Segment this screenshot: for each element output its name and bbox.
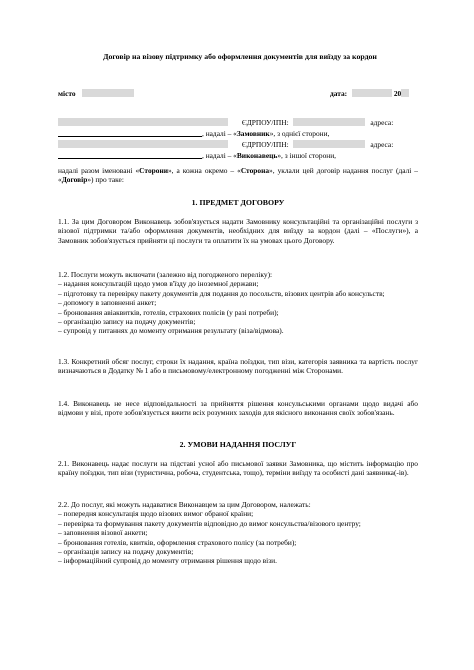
customer-address-field[interactable] (58, 128, 202, 137)
document-title: Договір на візову підтримку або оформлення документів для виїзду за кордон (103, 52, 377, 61)
intro-contract: Договір (61, 175, 88, 185)
section-1-heading: 1. ПРЕДМЕТ ДОГОВОРУ (191, 198, 285, 207)
intro-text-3: », уклали цей договір надання послуг (далі – « (58, 166, 418, 185)
city-row (58, 89, 134, 98)
customer-role: Замовник (236, 129, 270, 138)
clause-1-2-item: – допомогу в заповненні анкет; (58, 298, 157, 308)
clause-2-2-intro: 2.2. До послуг, які можуть надаватися Виконавцем за цим Договором, належать: (58, 500, 311, 509)
clause-1-2 (58, 270, 418, 336)
section-2-heading: 2. УМОВИ НАДАННЯ ПОСЛУГ (179, 440, 297, 449)
clause-2-1: 2.1. Виконавець надає послуги на підставі усної або письмової заявки Замовника, що містить інформацію про країну поїздки, тип візи (туристична, робоча, студентська, тощо), терміни виїзду та особисті дані заявника(-ів). (58, 459, 418, 478)
clause-1-3: 1.3. Конкретний обсяг послуг, строки їх надання, країна поїздки, тип візи, категорія заявника та вартість послуг визначаються в Додатку № 1 або в письмовому/електронному погодженні між Сторонами. (58, 357, 418, 376)
contractor-edrpou-label: ЄДРПОУ/ІПН: (241, 140, 289, 149)
contractor-role: Виконавець (236, 151, 278, 160)
customer-row-2 (58, 128, 329, 138)
clause-2-2-item: – інформаційний супровід до моменту отримання рішення щодо візи. (58, 556, 277, 566)
clause-1-2-item: – бронювання авіаквитків, готелів, страхових полісів (у разі потреби); (58, 307, 279, 317)
city-label: місто (58, 89, 76, 98)
contractor-row-2 (58, 150, 336, 160)
clause-1-1: 1.1. За цим Договором Виконавець зобов'язується надати Замовнику консультаційні та організаційні послуги з візової підтримки та/або оформлення документів, необхідних для виїзду за кордон (далі – «Послуги»), а Замовник зобов'язується прийняти ці послуги та оплатити їх на умовах цього Договору. (58, 217, 418, 245)
customer-suffix-post: », з однієї сторони, (269, 129, 330, 138)
city-field[interactable] (82, 89, 134, 97)
intro-text-4: ») про таке: (87, 175, 124, 185)
contractor-row-1 (58, 140, 393, 149)
contractor-address-field[interactable] (58, 150, 202, 159)
date-field[interactable] (352, 89, 392, 97)
contractor-edrpou-field[interactable] (293, 140, 365, 148)
date-label: дата: (330, 89, 348, 98)
clause-2-2-item: – організація запису на подачу документів; (58, 547, 194, 557)
customer-row-1 (58, 118, 393, 127)
date-row (330, 89, 409, 98)
customer-name-field[interactable] (58, 118, 228, 126)
contractor-suffix-post: », з іншої сторони, (277, 151, 337, 160)
intro-text-2: », а кожна окремо – « (167, 166, 241, 175)
clause-2-2-item: – перевірка та формування пакету документів відповідно до вимог консульства/візового центру; (58, 518, 361, 528)
contractor-name-field[interactable] (58, 140, 228, 148)
clause-1-2-item: – супровід у питаннях до моменту отримання результату (віза/відмова). (58, 326, 284, 336)
clause-2-2-item: – бронювання готелів, квитків, оформлення страхового полісу (за потреби); (58, 537, 297, 547)
clause-1-2-item: – надання консультацій щодо умов в'їзду до іноземної держави; (58, 279, 259, 289)
clause-1-2-intro: 1.2. Послуги можуть включати (залежно від погодженого переліку): (58, 270, 273, 279)
customer-edrpou-label: ЄДРПОУ/ІПН: (241, 118, 289, 127)
year-field[interactable] (401, 89, 409, 97)
clause-2-2-item: – заповнення візової анкети; (58, 528, 148, 538)
clause-1-4: 1.4. Виконавець не несе відповідальності за прийняття рішення консульськими органами щодо видачі або відмови у візі, проте зобов'язується вжити всіх розумних заходів для якісного виконання своїх зобов'язань. (58, 399, 418, 418)
customer-edrpou-field[interactable] (293, 118, 365, 126)
clause-2-2-item: – попередня консультація щодо візових вимог обраної країни; (58, 509, 254, 519)
customer-suffix-pre: , надалі – « (202, 129, 237, 138)
clause-1-2-item: – підготовку та перевірку пакету документів для подання до посольств, візових центрів або консульств; (58, 288, 385, 298)
intro-parties: Сторони (139, 166, 168, 175)
contractor-address-label: адреса: (370, 140, 394, 149)
year-prefix: 20 (393, 89, 402, 98)
contractor-suffix-pre: , надалі – « (202, 151, 237, 160)
intro-text-1: надалі разом іменовані « (58, 166, 140, 175)
clause-1-2-item: – організацію запису на подачу документів; (58, 317, 196, 327)
clause-2-2 (58, 500, 418, 566)
intro-paragraph (58, 166, 418, 185)
customer-address-label: адреса: (370, 118, 394, 127)
intro-party: Сторона (240, 166, 270, 175)
